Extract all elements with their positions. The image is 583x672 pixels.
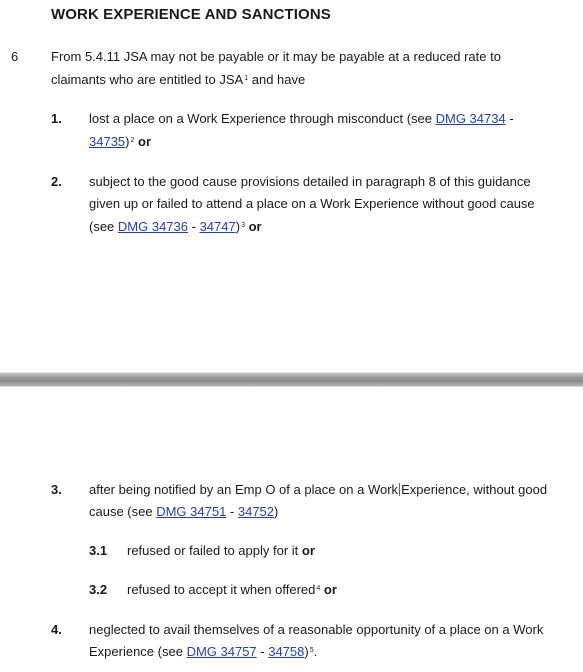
page-break-separator <box>0 372 583 387</box>
item-4-line-2 <box>89 644 317 660</box>
paragraph-line-2 <box>51 72 305 88</box>
item-2-number: 2. <box>51 174 62 189</box>
dmg-34736-link[interactable]: DMG 34736 <box>117 219 188 234</box>
item-4-number: 4. <box>51 622 62 637</box>
item-2-close: ) <box>235 219 241 234</box>
dmg-34757-link[interactable]: DMG 34757 <box>186 644 257 659</box>
item-3-text-a: after being notified by an Emp O of a place on a Work <box>89 482 399 497</box>
subitem-3-2-number: 3.2 <box>89 582 108 597</box>
subitem-3-2-body: refused to accept it when offered <box>127 582 316 597</box>
item-3-line-2 <box>89 504 278 520</box>
item-2-line-1: subject to the good cause provisions detailed in paragraph 8 of this guidance <box>89 174 531 189</box>
footnote-ref-5[interactable]: 5 <box>309 647 314 654</box>
item-3-open: cause (see <box>89 504 157 519</box>
dmg-34751-link[interactable]: DMG 34751 <box>156 504 227 519</box>
footnote-ref-4[interactable]: 4 <box>316 585 321 592</box>
paragraph-line-2-text: claimants who are entitled to JSA <box>51 72 244 87</box>
subitem-3-2-or: or <box>320 582 337 597</box>
paragraph-number: 6 <box>11 49 19 64</box>
item-1-number: 1. <box>51 111 62 126</box>
item-3-close: ) <box>274 504 279 519</box>
item-4-open: Experience (see <box>89 644 187 659</box>
paragraph-line-1: From 5.4.11 JSA may not be payable or it may be payable at a reduced rate to <box>51 49 501 64</box>
item-1-line-2 <box>89 134 151 150</box>
dmg-34758-link[interactable]: 34758 <box>268 644 305 659</box>
item-3-number: 3. <box>51 482 62 497</box>
item-2-open: (see <box>89 219 118 234</box>
dmg-34752-link[interactable]: 34752 <box>237 504 275 519</box>
item-2-or: or <box>244 219 262 234</box>
item-3-dash: - <box>226 504 238 519</box>
footnote-ref-2[interactable]: 2 <box>130 137 135 144</box>
item-4-dash: - <box>256 644 269 659</box>
item-3-line-1 <box>89 482 547 498</box>
item-1-dash: - <box>505 111 514 126</box>
text-cursor <box>399 483 400 496</box>
item-1-close: ) <box>125 134 130 149</box>
item-4-line-1: neglected to avail themselves of a reasonable opportunity of a place on a Work <box>89 622 544 637</box>
item-4-end: . <box>313 644 318 659</box>
subitem-3-1-number: 3.1 <box>89 543 108 558</box>
subitem-3-1-body: refused or failed to apply for it <box>127 543 302 558</box>
footnote-ref-1[interactable]: 1 <box>244 75 249 82</box>
subitem-3-1-or: or <box>301 543 315 558</box>
item-1-line-1 <box>89 111 514 127</box>
section-heading: WORK EXPERIENCE AND SANCTIONS <box>51 6 331 23</box>
item-1-text: lost a place on a Work Experience through misconduct (see <box>89 111 436 126</box>
dmg-34734-link[interactable]: DMG 34734 <box>435 111 506 126</box>
paragraph-line-2-end: and have <box>248 72 306 87</box>
item-1-or: or <box>134 134 152 149</box>
footnote-ref-3[interactable]: 3 <box>241 222 245 229</box>
subitem-3-1-text <box>127 543 315 559</box>
item-3-text-b: Experience, without good <box>401 482 548 497</box>
dmg-34747-link[interactable]: 34747 <box>199 219 236 234</box>
item-2-line-2: given up or failed to attend a place on a Work Experience without good cause <box>89 196 535 211</box>
dmg-34735-link[interactable]: 34735 <box>89 134 126 149</box>
item-2-line-3 <box>89 219 262 235</box>
subitem-3-2-text <box>127 582 337 598</box>
item-2-dash: - <box>188 219 200 234</box>
item-4-close: ) <box>304 644 309 659</box>
